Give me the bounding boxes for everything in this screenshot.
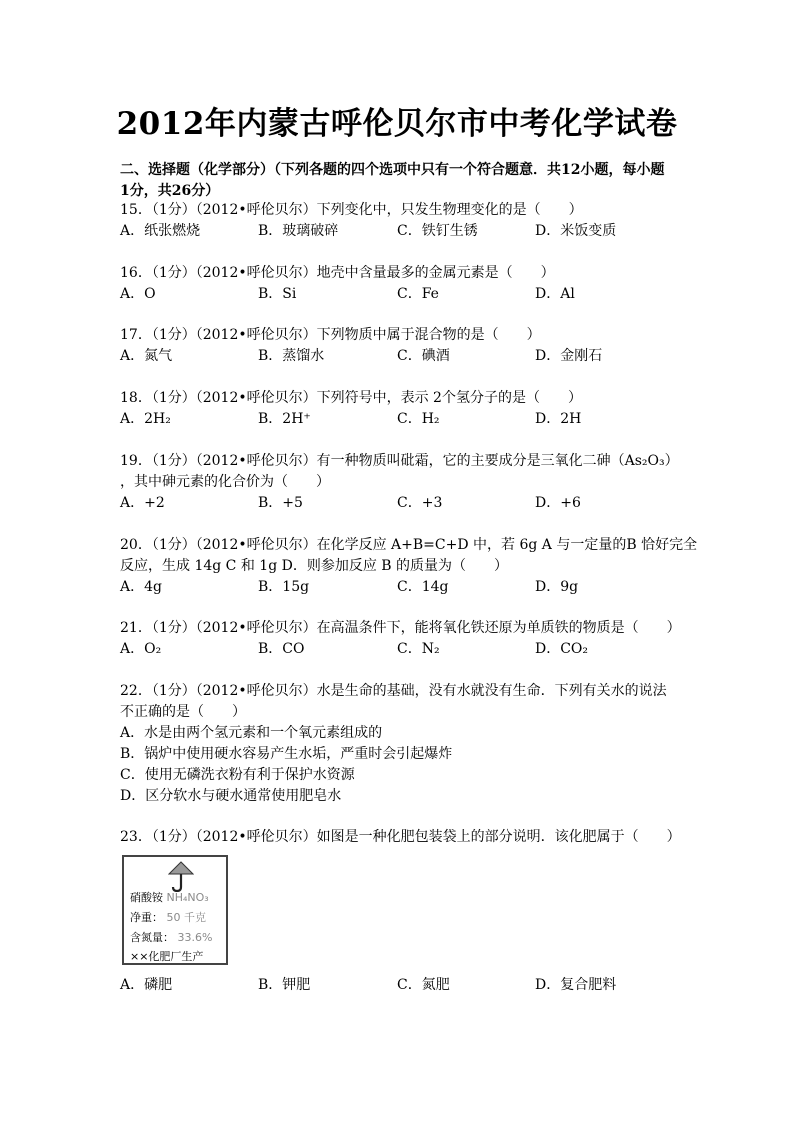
question-19 — [120, 451, 680, 514]
nitrogen-content-value: 33.6% — [177, 931, 213, 944]
option-c: C．14g — [397, 579, 449, 595]
option-c: C．铁钉生锈 — [397, 223, 478, 239]
question-15 — [120, 200, 680, 242]
question-stem: 反应，生成 14g C 和 1g D．则参加反应 B 的质量为（ ） — [120, 558, 509, 574]
option-a: A．2H₂ — [120, 411, 171, 427]
question-18 — [120, 388, 680, 430]
question-23 — [120, 827, 680, 848]
option-b: B．蒸馏水 — [258, 348, 325, 364]
question-stem: 22．（1分）（2012•呼伦贝尔）水是生命的基础，没有水就没有生命．下列有关水的说法 — [120, 683, 667, 699]
fertilizer-name: 硝酸铵 — [130, 891, 163, 904]
options-row — [120, 409, 680, 430]
option-a: A．O — [120, 286, 156, 302]
question-stem: 21．（1分）（2012•呼伦贝尔）在高温条件下，能将氧化铁还原为单质铁的物质是（ ） — [120, 620, 681, 636]
option-c: C．碘酒 — [397, 348, 450, 364]
question-stem: 不正确的是（ ） — [120, 704, 246, 720]
question-stem: 20．（1分）（2012•呼伦贝尔）在化学反应 A+B=C+D 中，若 6g A 与一定量的B 恰好完全 — [120, 537, 698, 553]
nitrogen-content-label: 含氮量： — [130, 931, 174, 944]
question-stem: 15．（1分）（2012•呼伦贝尔）下列变化中，只发生物理变化的是（ ） — [120, 202, 583, 218]
question-stem: ，其中砷元素的化合价为（ ） — [120, 474, 330, 490]
option-b: B．钾肥 — [258, 977, 311, 993]
question-21 — [120, 618, 680, 660]
options-row — [120, 493, 680, 514]
option-a: A．O₂ — [120, 641, 162, 657]
option-b: B．15g — [258, 579, 310, 595]
question-stem: 17．（1分）（2012•呼伦贝尔）下列物质中属于混合物的是（ ） — [120, 327, 541, 343]
net-weight-line — [130, 909, 206, 925]
question-17 — [120, 325, 680, 367]
section-heading-line: 二、选择题（化学部分）（下列各题的四个选项中只有一个符合题意．共12小题，每小题 — [120, 162, 665, 178]
options-row — [120, 284, 680, 305]
option-a: A．纸张燃烧 — [120, 223, 201, 239]
question-20 — [120, 535, 698, 598]
question-22 — [120, 681, 680, 807]
net-weight-value: 50 千克 — [166, 911, 206, 924]
option-a: A．4g — [120, 579, 162, 595]
option-b: B．2H⁺ — [258, 411, 311, 427]
option-a: A．磷肥 — [120, 977, 173, 993]
options-row — [120, 639, 680, 660]
option-c: C．使用无磷洗衣粉有利于保护水资源 — [120, 767, 355, 783]
option-c: C．+3 — [397, 495, 443, 511]
options-row — [120, 346, 680, 367]
option-a: A．氮气 — [120, 348, 173, 364]
manufacturer: ××化肥厂生产 — [130, 950, 204, 963]
question-stem: 16．（1分）（2012•呼伦贝尔）地壳中含量最多的金属元素是（ ） — [120, 265, 555, 281]
option-d: D．复合肥料 — [535, 977, 617, 993]
fertilizer-formula: NH₄NO₃ — [166, 891, 209, 904]
section-heading-line: 1分，共26分） — [120, 183, 220, 199]
umbrella-keep-dry-icon — [168, 860, 194, 892]
option-a: A．水是由两个氢元素和一个氧元素组成的 — [120, 725, 383, 741]
option-c: C．H₂ — [397, 411, 440, 427]
option-c: C．Fe — [397, 286, 439, 302]
question-16 — [120, 263, 680, 305]
question-23-options — [120, 975, 680, 996]
option-d: D．9g — [535, 579, 579, 595]
nitrogen-content-line — [130, 929, 212, 945]
option-d: D．区分软水与硬水通常使用肥皂水 — [120, 788, 342, 804]
option-d: D．米饭变质 — [535, 223, 617, 239]
fertilizer-label-figure — [122, 855, 228, 965]
option-b: B．+5 — [258, 495, 303, 511]
section-heading — [120, 160, 680, 202]
options-row — [120, 975, 680, 996]
question-stem: 18．（1分）（2012•呼伦贝尔）下列符号中，表示 2个氢分子的是（ ） — [120, 390, 582, 406]
option-a: A．+2 — [120, 495, 165, 511]
fertilizer-name-line — [130, 889, 209, 905]
option-b: B．玻璃破碎 — [258, 223, 339, 239]
option-c: C．N₂ — [397, 641, 440, 657]
question-stem: 23．（1分）（2012•呼伦贝尔）如图是一种化肥包装袋上的部分说明．该化肥属于（ ） — [120, 829, 681, 845]
options-row — [120, 577, 680, 598]
question-stem: 19．（1分）（2012•呼伦贝尔）有一种物质叫砒霜，它的主要成分是三氧化二砷（As₂O₃） — [120, 453, 679, 469]
option-b: B．锅炉中使用硬水容易产生水垢，严重时会引起爆炸 — [120, 746, 453, 762]
option-b: B．Si — [258, 286, 297, 302]
option-d: D．2H — [535, 411, 582, 427]
option-b: B．CO — [258, 641, 305, 657]
option-d: D．+6 — [535, 495, 581, 511]
option-d: D．CO₂ — [535, 641, 589, 657]
option-d: D．Al — [535, 286, 575, 302]
options-row — [120, 221, 680, 242]
page-title: 2012年内蒙古呼伦贝尔市中考化学试卷 — [116, 106, 678, 142]
option-d: D．金刚石 — [535, 348, 603, 364]
option-c: C．氮肥 — [397, 977, 450, 993]
net-weight-label: 净重： — [130, 911, 163, 924]
